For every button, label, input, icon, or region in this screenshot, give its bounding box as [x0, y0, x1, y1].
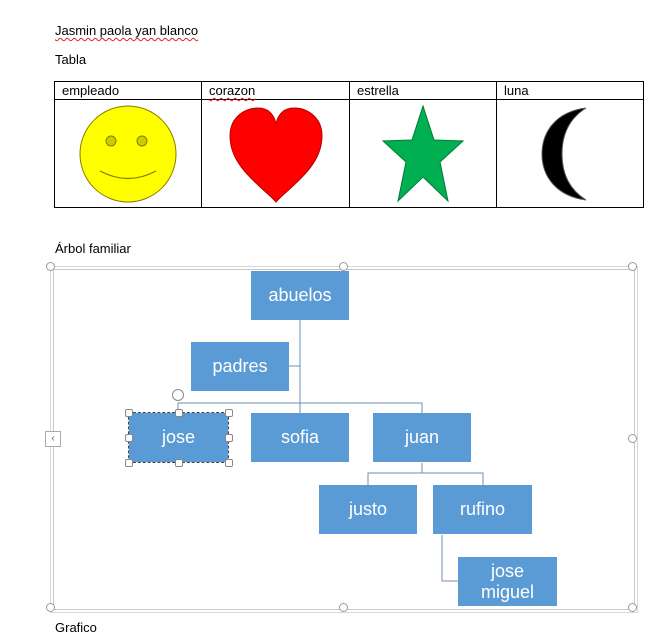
- node-jose-miguel[interactable]: jose miguel: [458, 557, 557, 606]
- node-sofia[interactable]: sofia: [251, 413, 349, 462]
- connector-grandchildren-bar: [368, 473, 483, 485]
- selection-handle-top-left[interactable]: [125, 409, 133, 417]
- node-justo[interactable]: justo: [319, 485, 417, 534]
- connector-jose-miguel: [442, 535, 458, 581]
- node-juan[interactable]: juan: [373, 413, 471, 462]
- node-jose[interactable]: jose: [129, 413, 228, 462]
- selection-handle-bottom-left[interactable]: [125, 459, 133, 467]
- selection-handle-bottom-right[interactable]: [225, 459, 233, 467]
- table-header-empleado[interactable]: empleado: [55, 82, 202, 100]
- rotate-handle-icon[interactable]: [172, 389, 184, 401]
- text-pane-toggle-button[interactable]: ‹: [45, 431, 61, 447]
- selection-handle-left[interactable]: [125, 434, 133, 442]
- selection-handle-right[interactable]: [225, 434, 233, 442]
- table-header-luna[interactable]: luna: [497, 82, 644, 100]
- node-abuelos[interactable]: abuelos: [251, 271, 349, 320]
- selection-handle-top-right[interactable]: [225, 409, 233, 417]
- selection-handle-bottom[interactable]: [175, 459, 183, 467]
- selection-handle-top[interactable]: [175, 409, 183, 417]
- chart-heading[interactable]: Grafico: [55, 620, 97, 635]
- table-heading[interactable]: Tabla: [55, 52, 87, 67]
- tree-heading[interactable]: Árbol familiar: [55, 241, 131, 256]
- node-padres[interactable]: padres: [191, 342, 289, 391]
- node-rufino[interactable]: rufino: [433, 485, 532, 534]
- corazon-label: corazon: [209, 83, 256, 98]
- table-header-estrella[interactable]: estrella: [350, 82, 497, 100]
- author-name: Jasmin paola yan blanco: [55, 23, 199, 38]
